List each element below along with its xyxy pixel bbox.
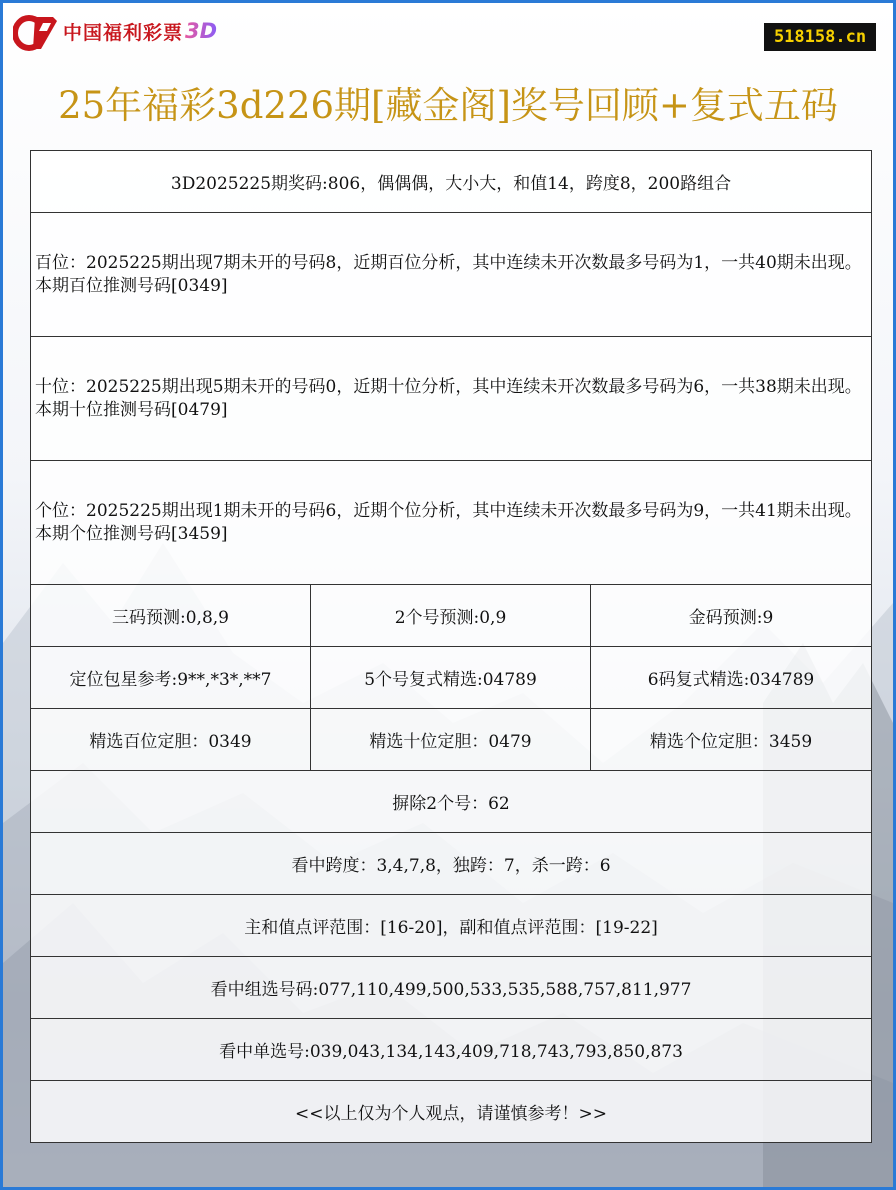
disclaimer-cell: <<以上仅为个人观点，请谨慎参考！>>: [31, 1081, 872, 1143]
page-title: 25年福彩3d226期[藏金阁]奖号回顾+复式五码: [58, 84, 838, 127]
table-row: [31, 213, 872, 337]
site-domain-badge[interactable]: 518158.cn: [764, 23, 876, 51]
table-row: [31, 1081, 872, 1143]
sum-range-cell: 主和值点评范围：[16-20]，副和值点评范围：[19-22]: [31, 895, 872, 957]
table-row: [31, 1019, 872, 1081]
table-row: [31, 461, 872, 585]
summary-cell: 3D2025225期奖码:806，偶偶偶，大小大，和值14，跨度8，200路组合: [31, 151, 872, 213]
table-row: [31, 647, 872, 709]
exclude-cell: 摒除2个号：62: [31, 771, 872, 833]
group-pick-cell: 看中组选号码:077,110,499,500,533,535,588,757,811,977: [31, 957, 872, 1019]
six-code-cell: 6码复式精选:034789: [591, 647, 872, 709]
five-number-cell: 5个号复式精选:04789: [311, 647, 591, 709]
two-number-cell: 2个号预测:0,9: [311, 585, 591, 647]
table-row: [31, 709, 872, 771]
lottery-logo-icon: [13, 11, 59, 51]
table-row: [31, 895, 872, 957]
table-row: [31, 833, 872, 895]
tens-pick-cell: 精选十位定胆：0479: [311, 709, 591, 771]
gold-code-cell: 金码预测:9: [591, 585, 872, 647]
table-row: [31, 337, 872, 461]
table-row: [31, 151, 872, 213]
brand-suffix: 3D: [185, 19, 218, 43]
tens-analysis-cell: 十位：2025225期出现5期未开的号码0，近期十位分析，其中连续未开次数最多号码为6，一共38期未出现。本期十位推测号码[0479]: [31, 337, 872, 461]
units-analysis-cell: 个位：2025225期出现1期未开的号码6，近期个位分析，其中连续未开次数最多号码为9，一共41期未出现。本期个位推测号码[3459]: [31, 461, 872, 585]
hundreds-analysis-cell: 百位：2025225期出现7期未开的号码8，近期百位分析，其中连续未开次数最多号码为1，一共40期未出现。本期百位推测号码[0349]: [31, 213, 872, 337]
three-code-cell: 三码预测:0,8,9: [31, 585, 311, 647]
units-pick-cell: 精选个位定胆：3459: [591, 709, 872, 771]
table-row: [31, 771, 872, 833]
table-row: [31, 585, 872, 647]
brand-logo: [13, 11, 217, 51]
table-row: [31, 957, 872, 1019]
brand-name: 中国福利彩票: [63, 21, 184, 44]
prediction-table: [30, 150, 872, 1143]
position-reference-cell: 定位包星参考:9**,*3*,**7: [31, 647, 311, 709]
hundreds-pick-cell: 精选百位定胆：0349: [31, 709, 311, 771]
single-pick-cell: 看中单选号:039,043,134,143,409,718,743,793,850,873: [31, 1019, 872, 1081]
span-cell: 看中跨度：3,4,7,8，独跨：7，杀一跨：6: [31, 833, 872, 895]
